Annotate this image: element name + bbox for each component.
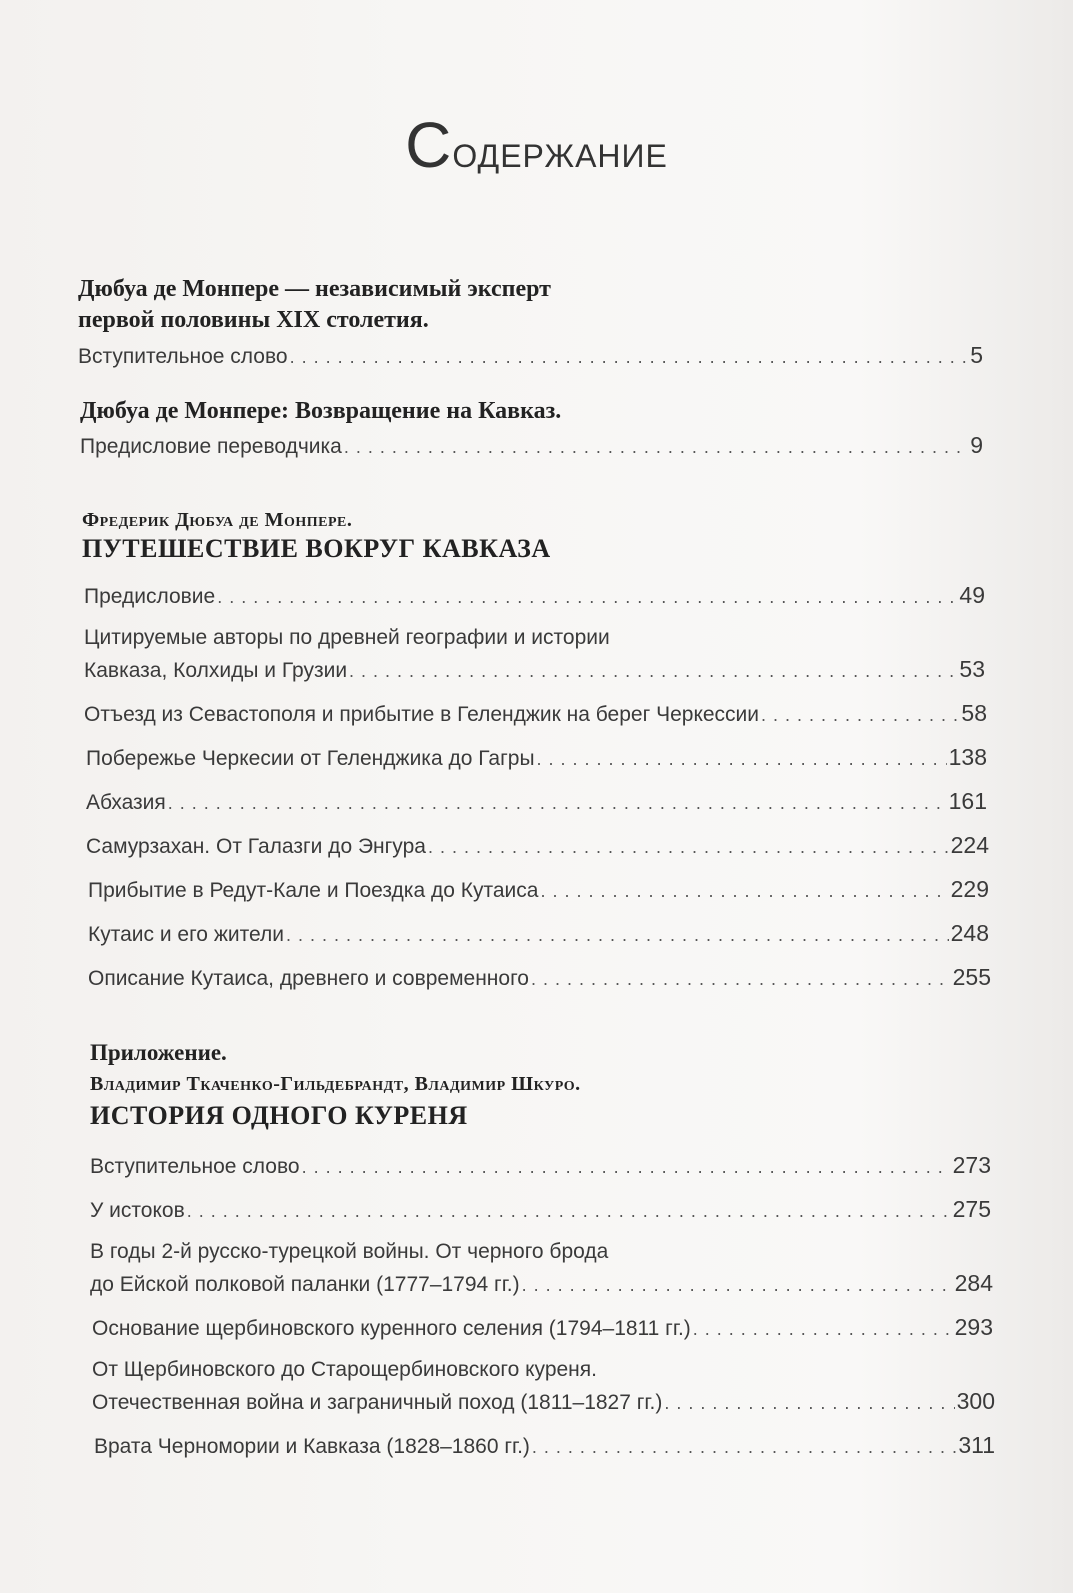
toc-entry-text-line1: В годы 2-й русско-турецкой войны. От черного брода bbox=[90, 1240, 609, 1263]
page-title-initial: С bbox=[405, 109, 453, 181]
toc-entry[interactable] bbox=[94, 1432, 995, 1459]
toc-entry-page: 161 bbox=[948, 788, 987, 814]
section3-author: Фредерик Дюбуа де Монпере. bbox=[82, 509, 353, 531]
toc-entry-page: 224 bbox=[950, 832, 989, 858]
toc-entry-page: 5 bbox=[970, 342, 983, 368]
toc-entry-text-line2: до Ейской полковой паланки (1777–1794 гг.) bbox=[90, 1273, 520, 1296]
toc-entry[interactable] bbox=[84, 656, 985, 683]
leader-dots bbox=[168, 793, 947, 814]
toc-entry-text: Абхазия bbox=[86, 791, 166, 814]
section1-heading-line2: первой половины XIX столетия. bbox=[78, 307, 429, 333]
toc-entry[interactable] bbox=[90, 1152, 991, 1179]
toc-entry-text: Основание щербиновского куренного селения (1794–1811 гг.) bbox=[92, 1317, 691, 1340]
toc-entry-page: 284 bbox=[954, 1270, 993, 1296]
toc-entry-page: 138 bbox=[948, 744, 987, 770]
toc-entry-page: 255 bbox=[952, 964, 991, 990]
toc-entry-text-line2: Отечественная война и заграничный поход (1811–1827 гг.) bbox=[92, 1391, 663, 1414]
section1-heading-line1: Дюбуа де Монпере — независимый эксперт bbox=[78, 276, 551, 302]
toc-entry[interactable] bbox=[86, 832, 989, 859]
leader-dots bbox=[302, 1157, 951, 1178]
toc-entry[interactable] bbox=[92, 1388, 995, 1415]
toc-entry[interactable] bbox=[90, 1196, 991, 1223]
toc-entry[interactable] bbox=[90, 1270, 993, 1297]
toc-entry-page: 273 bbox=[952, 1152, 991, 1178]
toc-entry[interactable] bbox=[88, 964, 991, 991]
toc-entry-text-line1: Цитируемые авторы по древней географии и истории bbox=[84, 626, 610, 649]
toc-entry-text-line2: Кавказа, Колхиды и Грузии bbox=[84, 659, 348, 682]
leader-dots bbox=[428, 837, 949, 858]
toc-entry-text: Предисловие переводчика bbox=[80, 435, 342, 458]
leader-dots bbox=[187, 1201, 951, 1222]
toc-entry-text: Отъезд из Севастополя и прибытие в Геленджик на берег Черкессии bbox=[84, 703, 760, 726]
leader-dots bbox=[522, 1275, 953, 1296]
toc-entry-text-line1: От Щербиновского до Старощербиновского куреня. bbox=[92, 1358, 597, 1381]
toc-entry-page: 9 bbox=[970, 432, 983, 458]
toc-entry[interactable] bbox=[92, 1314, 993, 1341]
toc-entry-text: Врата Черномории и Кавказа (1828–1860 гг.) bbox=[94, 1435, 530, 1458]
toc-entry[interactable] bbox=[86, 788, 987, 815]
toc-entry-page: 229 bbox=[950, 876, 989, 902]
leader-dots bbox=[664, 1393, 954, 1414]
toc-entry[interactable] bbox=[80, 432, 983, 459]
toc-entry-text: Самурзахан. От Галазги до Энгура bbox=[86, 835, 426, 858]
leader-dots bbox=[217, 587, 957, 608]
leader-dots bbox=[286, 925, 949, 946]
leader-dots bbox=[693, 1319, 953, 1340]
section4-work-title: ИСТОРИЯ ОДНОГО КУРЕНЯ bbox=[90, 1101, 468, 1130]
toc-entry-page: 275 bbox=[952, 1196, 991, 1222]
toc-entry[interactable] bbox=[84, 582, 985, 609]
leader-dots bbox=[540, 881, 948, 902]
toc-entry-page: 311 bbox=[958, 1432, 995, 1458]
toc-entry[interactable] bbox=[88, 876, 989, 903]
section3-work-title: ПУТЕШЕСТВИЕ ВОКРУГ КАВКАЗА bbox=[82, 534, 551, 563]
appendix-label: Приложение. bbox=[90, 1040, 227, 1065]
toc-entry-text: Вступительное слово bbox=[90, 1155, 300, 1178]
section2-heading: Дюбуа де Монпере: Возвращение на Кавказ. bbox=[80, 398, 562, 424]
toc-entry-text: Прибытие в Редут-Кале и Поездка до Кутаиса bbox=[88, 879, 539, 902]
toc-entry-text: Вступительное слово bbox=[78, 345, 288, 368]
toc-entry[interactable] bbox=[88, 920, 989, 947]
toc-entry-text: Предисловие bbox=[84, 585, 216, 608]
toc-entry-page: 58 bbox=[961, 700, 987, 726]
leader-dots bbox=[532, 1437, 956, 1458]
leader-dots bbox=[344, 437, 968, 458]
toc-entry-page: 248 bbox=[950, 920, 989, 946]
leader-dots bbox=[761, 705, 959, 726]
toc-entry-page: 49 bbox=[959, 582, 985, 608]
toc-entry-text: Описание Кутаиса, древнего и современного bbox=[88, 967, 529, 990]
toc-entry-text: У истоков bbox=[90, 1199, 185, 1222]
toc-entry-text: Побережье Черкесии от Геленджика до Гагры bbox=[86, 747, 535, 770]
toc-entry[interactable] bbox=[84, 700, 987, 727]
toc-entry[interactable] bbox=[78, 342, 983, 369]
page-title-rest: одержание bbox=[452, 125, 668, 177]
section4-authors: Владимир Ткаченко-Гильдебрандт, Владимир Шкуро. bbox=[90, 1073, 581, 1095]
page-title bbox=[0, 108, 1073, 182]
toc-entry-page: 293 bbox=[954, 1314, 993, 1340]
toc-entry-page: 53 bbox=[959, 656, 985, 682]
leader-dots bbox=[537, 749, 947, 770]
toc-entry-page: 300 bbox=[956, 1388, 995, 1414]
leader-dots bbox=[531, 969, 951, 990]
leader-dots bbox=[290, 347, 969, 368]
toc-entry[interactable] bbox=[86, 744, 987, 771]
toc-entry-text: Кутаис и его жители bbox=[88, 923, 284, 946]
leader-dots bbox=[349, 661, 957, 682]
